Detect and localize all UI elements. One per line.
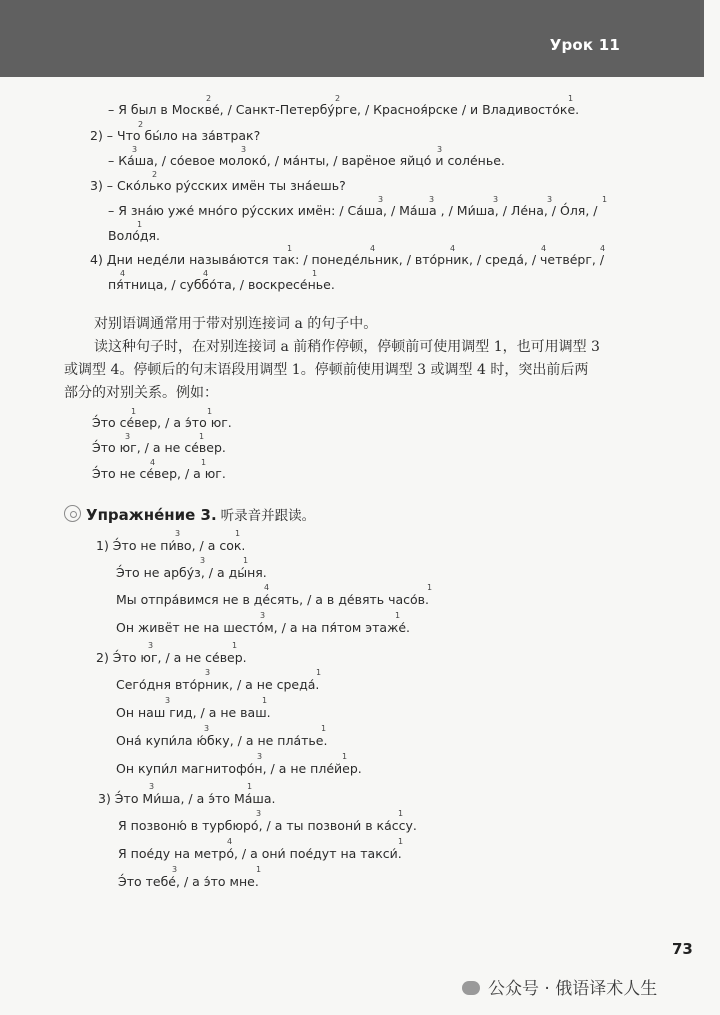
intonation-mark: 3 (175, 529, 181, 538)
intonation-mark: 3 (125, 432, 131, 441)
exercise-line: Она́ купи́ла ю́бку, / а не пла́тье. (116, 733, 328, 748)
intonation-mark: 1 (321, 724, 327, 733)
lesson-title: Урок 11 (549, 36, 620, 54)
explanation-paragraph: 读这种句子时，在对别连接词 а 前稍作停顿，停顿前可使用调型 1，也可用调型 3 (94, 339, 600, 355)
exercise-line: Я позвоню́ в турбюро́, / а ты позвони́ в ка́ссу. (118, 818, 417, 833)
page-header-bar (0, 0, 704, 77)
exercise-title-zh: 听录音并跟读。 (220, 508, 316, 524)
dialogue-line: 4) Дни неде́ли называ́ются так: / понеде́льник, / вто́рник, / среда́, / четве́рг, / (90, 252, 605, 267)
exercise-line: 1) Э́то не пи́во, / а сок. (96, 538, 246, 553)
intonation-mark: 1 (427, 583, 433, 592)
intonation-mark: 1 (256, 865, 262, 874)
intonation-mark: 1 (243, 556, 249, 565)
intonation-mark: 3 (148, 641, 154, 650)
intonation-mark: 3 (165, 696, 171, 705)
intonation-mark: 3 (256, 809, 262, 818)
intonation-mark: 3 (204, 724, 210, 733)
intonation-mark: 1 (395, 611, 401, 620)
intonation-mark: 3 (241, 145, 247, 154)
explanation-paragraph: 部分的对别关系。例如： (64, 385, 218, 401)
intonation-mark: 1 (235, 529, 241, 538)
intonation-mark: 3 (132, 145, 138, 154)
intonation-mark: 3 (257, 752, 263, 761)
intonation-mark: 1 (312, 269, 318, 278)
intonation-mark: 4 (541, 244, 547, 253)
exercise-title (64, 505, 315, 526)
intonation-mark: 3 (172, 865, 178, 874)
exercise-line: Э́то не арбу́з, / а ды́ня. (116, 565, 267, 580)
intonation-mark: 3 (437, 145, 443, 154)
exercise-line: Я пое́ду на метро́, / а они́ пое́дут на такси́. (118, 846, 402, 861)
intonation-mark: 1 (342, 752, 348, 761)
exercise-line: Сего́дня вто́рник, / а не среда́. (116, 677, 320, 692)
intonation-mark: 3 (493, 195, 499, 204)
intonation-mark: 3 (378, 195, 384, 204)
intonation-mark: 1 (137, 220, 143, 229)
explanation-paragraph: 或调型 4。停顿后的句末语段用调型 1。停顿前使用调型 3 或调型 4 时，突出前后两 (64, 362, 589, 378)
intonation-mark: 4 (370, 244, 376, 253)
intonation-mark: 1 (247, 782, 253, 791)
intonation-mark: 3 (205, 668, 211, 677)
intonation-mark: 1 (287, 244, 293, 253)
intonation-mark: 4 (120, 269, 126, 278)
intonation-mark: 2 (335, 94, 341, 103)
intonation-mark: 3 (260, 611, 266, 620)
intonation-mark: 1 (398, 837, 404, 846)
exercise-line: 2) Э́то юг, / а не се́вер. (96, 650, 247, 665)
intonation-mark: 4 (203, 269, 209, 278)
intonation-mark: 4 (150, 458, 156, 467)
intonation-mark: 2 (152, 170, 158, 179)
intonation-mark: 1 (207, 407, 213, 416)
intonation-mark: 3 (200, 556, 206, 565)
exercise-line: 3) Э́то Ми́ша, / а э́то Ма́ша. (98, 791, 276, 806)
intonation-mark: 1 (398, 809, 404, 818)
intonation-mark: 4 (600, 244, 606, 253)
intonation-mark: 3 (429, 195, 435, 204)
audio-cd-icon (64, 505, 81, 522)
dialogue-line: 3) – Ско́лько ру́сских имён ты зна́ешь? (90, 178, 346, 193)
wechat-icon (462, 981, 480, 995)
intonation-mark: 1 (568, 94, 574, 103)
intonation-mark: 3 (149, 782, 155, 791)
intonation-mark: 1 (316, 668, 322, 677)
intonation-mark: 2 (138, 120, 144, 129)
dialogue-line: – Я зна́ю уже́ мно́го ру́сских имён: / Са́ша, / Ма́ша , / Ми́ша, / Ле́на, / О́ля, / (108, 203, 598, 218)
dialogue-line: пя́тница, / суббо́та, / воскресе́нье. (108, 277, 335, 292)
intonation-mark: 4 (227, 837, 233, 846)
watermark-text: 公众号 · 俄语译术人生 (488, 979, 658, 999)
exercise-line: Он живёт не на шесто́м, / а на пя́том этаже́. (116, 620, 411, 635)
example-sentence: Э́то не се́вер, / а юг. (92, 466, 226, 481)
example-sentence: Э́то се́вер, / а э́то юг. (92, 415, 232, 430)
explanation-paragraph: 对别语调通常用于带对别连接词 а 的句子中。 (94, 316, 378, 332)
intonation-mark: 1 (199, 432, 205, 441)
intonation-mark: 2 (206, 94, 212, 103)
intonation-mark: 1 (131, 407, 137, 416)
intonation-mark: 1 (201, 458, 207, 467)
intonation-mark: 1 (602, 195, 608, 204)
dialogue-line: Воло́дя. (108, 228, 160, 243)
intonation-mark: 1 (232, 641, 238, 650)
exercise-line: Он купи́л магнитофо́н, / а не пле́йер. (116, 761, 362, 776)
intonation-mark: 1 (262, 696, 268, 705)
dialogue-line: – Ка́ша, / со́евое молоко́, / ма́нты, / варёное яйцо́ и соле́нье. (108, 153, 505, 168)
exercise-line: Э́то тебе́, / а э́то мне. (118, 874, 259, 889)
exercise-title-ru: Упражне́ние 3. (86, 506, 217, 524)
example-sentence: Э́то юг, / а не се́вер. (92, 440, 226, 455)
intonation-mark: 4 (264, 583, 270, 592)
dialogue-line: 2) – Что бы́ло на за́втрак? (90, 128, 261, 143)
exercise-line: Мы отпра́вимся не в де́сять, / а в де́вять часо́в. (116, 592, 430, 607)
dialogue-line: – Я был в Москве́, / Санкт-Петербу́рге, / Красноя́рске / и Владивосто́ке. (108, 102, 580, 117)
watermark (462, 974, 657, 999)
intonation-mark: 4 (450, 244, 456, 253)
exercise-line: Он наш гид, / а не ваш. (116, 705, 271, 720)
intonation-mark: 3 (547, 195, 553, 204)
page-number: 73 (672, 940, 693, 958)
